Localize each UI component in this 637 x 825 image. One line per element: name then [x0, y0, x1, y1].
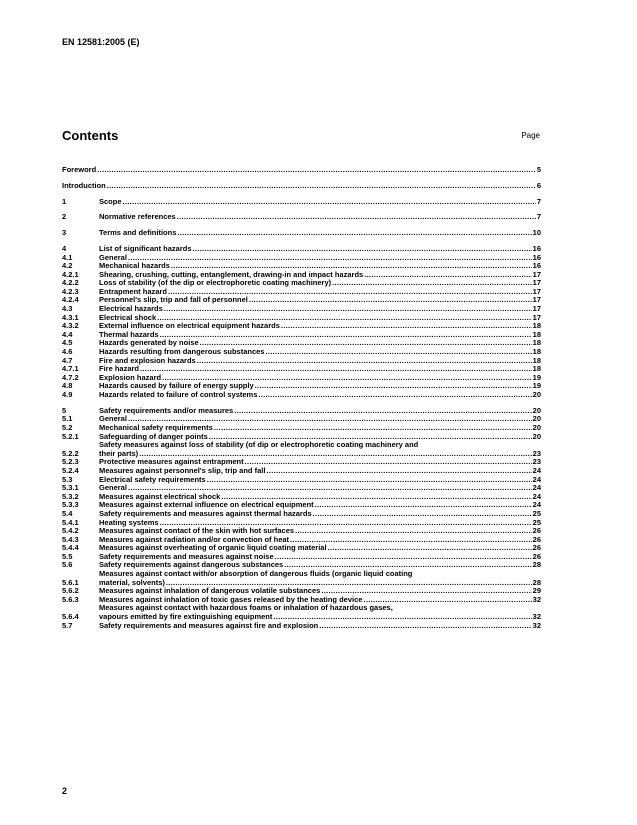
toc-entry-page: 18: [532, 329, 541, 339]
toc-entry-title: Hazards resulting from dangerous substances: [99, 347, 265, 357]
dot-leader: [295, 527, 532, 536]
toc-entry-number: 4.2.2: [62, 278, 79, 288]
dot-leader: [164, 305, 532, 314]
toc-entry-number: 4.8: [62, 381, 73, 391]
dot-leader: [123, 198, 536, 207]
toc-entry-number: 5.4.3: [62, 534, 79, 544]
toc-entry-number: 5.6.3: [62, 594, 79, 604]
toc-entry-title-continued: vapours emitted by fire extinguishing equipment: [99, 612, 273, 622]
toc-entry-page: 26: [532, 543, 541, 553]
toc-entry-number: 5.6.1: [62, 577, 79, 587]
toc-entry-page: 32: [532, 612, 541, 622]
toc-entry-page: 24: [532, 474, 541, 484]
toc-entry-title: Measures against contact with hazardous foams or inhalation of hazardous gases,: [99, 603, 393, 613]
toc-entry-number: 4.2.1: [62, 269, 79, 279]
dot-leader: [266, 467, 531, 476]
toc-entry-page: 26: [532, 526, 541, 536]
toc-entry-title: External influence on electrical equipment hazards: [99, 321, 280, 331]
toc-entry-number: 4.7.2: [62, 372, 79, 382]
toc-entry-page: 18: [532, 347, 541, 357]
toc-entry-number: 5.3: [62, 474, 73, 484]
dot-leader: [107, 182, 536, 191]
toc-entry-title-continued: their parts): [99, 448, 139, 458]
toc-entry[interactable]: [62, 198, 541, 207]
toc-entry-number: 5.3.3: [62, 500, 79, 510]
toc-entry[interactable]: [62, 182, 541, 191]
dot-leader: [234, 407, 531, 416]
toc-entry-title: Scope: [99, 196, 122, 206]
toc-entry-number: 5.6.4: [62, 612, 79, 622]
toc-entry-title: Shearing, crushing, cutting, entanglement, drawing-in and impact hazards: [99, 269, 364, 279]
toc-entry-page: 28: [532, 577, 541, 587]
toc-entry-page: 20: [532, 405, 541, 415]
toc-entry-page: 32: [532, 594, 541, 604]
toc-entry-title: Protective measures against entrapment: [99, 457, 244, 467]
toc-entry-title: Measures against contact with/or absorption of dangerous fluids (organic liquid coating: [99, 569, 413, 579]
toc-entry-number: 5.3.1: [62, 483, 79, 493]
toc-entry-page: 17: [532, 286, 541, 296]
toc-entry-page: 20: [532, 431, 541, 441]
dot-leader: [214, 424, 532, 433]
toc-entry-page: 18: [532, 338, 541, 348]
toc-entry-page: 28: [532, 560, 541, 570]
toc-entry-number: 4.1: [62, 252, 73, 262]
toc-entry-page: 23: [532, 457, 541, 467]
toc-entry-page: 18: [532, 321, 541, 331]
toc-entry-title: Explosion hazard: [99, 372, 162, 382]
dot-leader: [328, 544, 532, 553]
toc-entry-title: Safeguarding of danger points: [99, 431, 208, 441]
toc-entry-title: Measures against external influence on electrical equipment: [99, 500, 314, 510]
toc-entry-page: 17: [532, 312, 541, 322]
toc-entry-title: Thermal hazards: [99, 329, 159, 339]
toc-entry-page: 16: [532, 252, 541, 262]
toc-entry-title: Electrical hazards: [99, 304, 163, 314]
toc-entry-number: 5.2.2: [62, 448, 79, 458]
dot-leader: [97, 166, 536, 175]
table-of-contents: [62, 166, 541, 630]
toc-entry[interactable]: [62, 166, 541, 175]
dot-leader: [364, 271, 531, 280]
toc-entry-number: 4: [62, 243, 67, 253]
toc-entry-number: 4.2: [62, 261, 73, 271]
toc-entry-title: Measures against personnel's slip, trip and fall: [99, 465, 266, 475]
page-number: 2: [62, 786, 68, 796]
toc-entry-title: Measures against contact of the skin with hot surfaces: [99, 526, 295, 536]
toc-entry[interactable]: [62, 622, 541, 631]
toc-entry-page: 18: [532, 355, 541, 365]
toc-entry-title: Measures against radiation and/or convection of heat: [99, 534, 290, 544]
toc-entry-number: 4.3.1: [62, 312, 79, 322]
toc-entry-page: 17: [532, 278, 541, 288]
dot-leader: [207, 476, 532, 485]
toc-entry-title: Electrical shock: [99, 312, 157, 322]
toc-entry-title: Measures against inhalation of dangerous volatile substances: [99, 586, 321, 596]
toc-entry-number: 4.4: [62, 329, 73, 339]
toc-entry-number: 4.2.3: [62, 286, 79, 296]
dot-leader: [128, 254, 532, 263]
toc-entry-page: 20: [532, 422, 541, 432]
toc-entry-page: 10: [532, 228, 541, 238]
dot-leader: [281, 322, 532, 331]
toc-entry-number: 5: [62, 405, 67, 415]
toc-entry-title: Safety requirements against dangerous substances: [99, 560, 284, 570]
toc-entry-number: 4.7: [62, 355, 73, 365]
toc-entry-page: 32: [532, 620, 541, 630]
toc-entry-number: 4.7.1: [62, 364, 79, 374]
dot-leader: [255, 382, 532, 391]
toc-entry-number: 5.5: [62, 551, 73, 561]
toc-entry-page: 20: [532, 390, 541, 399]
toc-entry-title: Safety requirements and/or measures: [99, 405, 234, 415]
toc-entry-page: 24: [532, 483, 541, 493]
toc-entry-page: 24: [532, 491, 541, 501]
toc-entry-title-continued: material, solvents): [99, 577, 165, 587]
toc-entry-title: Loss of stability (of the dip or electrophoretic coating machinery): [99, 278, 332, 288]
dot-leader: [160, 331, 532, 340]
toc-entry-number: 5.6: [62, 560, 73, 570]
page-column-label: Page: [521, 131, 540, 140]
dot-leader: [258, 391, 531, 400]
dot-leader: [332, 279, 532, 288]
toc-entry[interactable]: [62, 213, 541, 222]
toc-entry-page: 25: [532, 508, 541, 518]
toc-entry-page: 26: [532, 551, 541, 561]
toc-entry-page: 5: [536, 165, 541, 174]
toc-entry-page: 23: [532, 448, 541, 458]
toc-entry-page: 7: [536, 212, 541, 222]
toc-entry-page: 17: [532, 295, 541, 305]
toc-entry-number: 5.4.1: [62, 517, 79, 527]
dot-leader: [313, 510, 532, 519]
toc-entry-number: 4.3: [62, 304, 73, 314]
toc-entry[interactable]: [62, 407, 541, 416]
document-id: EN 12581:2005 (E): [62, 37, 140, 47]
toc-entry-title: Measures against overheating of organic liquid coating material: [99, 543, 327, 553]
toc-entry-title: Safety requirements and measures against fire and explosion: [99, 620, 319, 630]
toc-entry-number: 5.6.2: [62, 586, 79, 596]
toc-entry-page: 24: [532, 465, 541, 475]
toc-entry-number: 4.3.2: [62, 321, 79, 331]
toc-entry-page: 18: [532, 364, 541, 374]
toc-entry-page: 24: [532, 500, 541, 510]
toc-entry-number: 4.9: [62, 390, 73, 399]
toc-entry-page: 25: [532, 517, 541, 527]
contents-title: Contents: [62, 128, 119, 143]
toc-entry[interactable]: [62, 476, 541, 485]
toc-entry[interactable]: [62, 570, 541, 587]
toc-entry-title: Foreword: [62, 165, 97, 174]
toc-entry-page: 16: [532, 261, 541, 271]
toc-entry-page: 16: [532, 243, 541, 253]
toc-entry-title: Mechanical safety requirements: [99, 422, 213, 432]
toc-entry-number: 5.2.3: [62, 457, 79, 467]
toc-entry-title: Safety requirements and measures against thermal hazards: [99, 508, 312, 518]
toc-entry-number: 5.1: [62, 414, 73, 424]
toc-entry-title: Safety measures against loss of stability (of dip or electrophoretic coating machinery and: [99, 440, 419, 450]
dot-leader: [193, 245, 532, 254]
toc-entry[interactable]: [62, 391, 541, 400]
dot-leader: [275, 553, 532, 562]
toc-entry-number: 2: [62, 212, 67, 222]
toc-entry-title: Terms and definitions: [99, 228, 177, 238]
toc-entry-number: 4.6: [62, 347, 73, 357]
toc-entry-title: Measures against inhalation of toxic gases released by the heating device: [99, 594, 363, 604]
dot-leader: [197, 357, 532, 366]
toc-entry-number: 5.2: [62, 422, 73, 432]
toc-entry-page: 17: [532, 269, 541, 279]
toc-entry-page: 19: [532, 381, 541, 391]
toc-entry-page: 26: [532, 534, 541, 544]
toc-entry-title: Entrapment hazard: [99, 286, 167, 296]
toc-entry-page: 29: [532, 586, 541, 596]
dot-leader: [315, 501, 532, 510]
dot-leader: [319, 622, 531, 631]
toc-entry-title: Heating systems: [99, 517, 159, 527]
toc-entry-title: General: [99, 252, 127, 262]
toc-entry-title: Introduction: [62, 180, 106, 190]
dot-leader: [177, 213, 536, 222]
toc-entry-title: Safety requirements and measures against noise: [99, 551, 274, 561]
toc-entry[interactable]: [62, 604, 541, 621]
toc-entry-title: Normative references: [99, 212, 176, 222]
toc-entry-number: 5.2.4: [62, 465, 79, 475]
toc-entry-number: 3: [62, 228, 67, 238]
toc-entry-title: Personnel's slip, trip and fall of personnel: [99, 295, 248, 305]
toc-entry[interactable]: [62, 441, 541, 458]
toc-entry-page: 20: [532, 414, 541, 424]
toc-entry[interactable]: [62, 245, 541, 254]
toc-entry-title: Electrical safety requirements: [99, 474, 206, 484]
toc-entry[interactable]: [62, 229, 541, 238]
toc-entry-number: 5.3.2: [62, 491, 79, 501]
dot-leader: [177, 229, 531, 238]
toc-entry-title: Fire and explosion hazards: [99, 355, 196, 365]
toc-entry-title: List of significant hazards: [99, 243, 192, 253]
toc-entry-title: Fire hazard: [99, 364, 140, 374]
toc-entry-number: 5.4.2: [62, 526, 79, 536]
toc-entry-number: 5.7: [62, 620, 73, 630]
toc-entry-title: General: [99, 414, 127, 424]
toc-entry-title: General: [99, 483, 127, 493]
toc-entry-title: Hazards caused by failure of energy supply: [99, 381, 254, 391]
toc-entry-title: Hazards related to failure of control systems: [99, 390, 258, 399]
dot-leader: [245, 458, 532, 467]
dot-leader: [249, 296, 532, 305]
dot-leader: [140, 365, 532, 374]
dot-leader: [265, 348, 531, 357]
toc-entry-title: Hazards generated by noise: [99, 338, 199, 348]
toc-entry-page: 19: [532, 372, 541, 382]
toc-entry-page: 7: [536, 196, 541, 206]
toc-entry-title: Mechanical hazards: [99, 261, 170, 271]
toc-entry-number: 1: [62, 196, 67, 206]
toc-entry-page: 6: [536, 180, 541, 190]
toc-entry-number: 4.2.4: [62, 295, 79, 305]
toc-entry-title: Measures against electrical shock: [99, 491, 221, 501]
toc-entry-number: 5.4: [62, 508, 73, 518]
toc-entry-number: 5.2.1: [62, 431, 79, 441]
toc-entry-number: 5.4.4: [62, 543, 79, 553]
toc-entry-number: 4.5: [62, 338, 73, 348]
toc-entry-page: 17: [532, 304, 541, 314]
